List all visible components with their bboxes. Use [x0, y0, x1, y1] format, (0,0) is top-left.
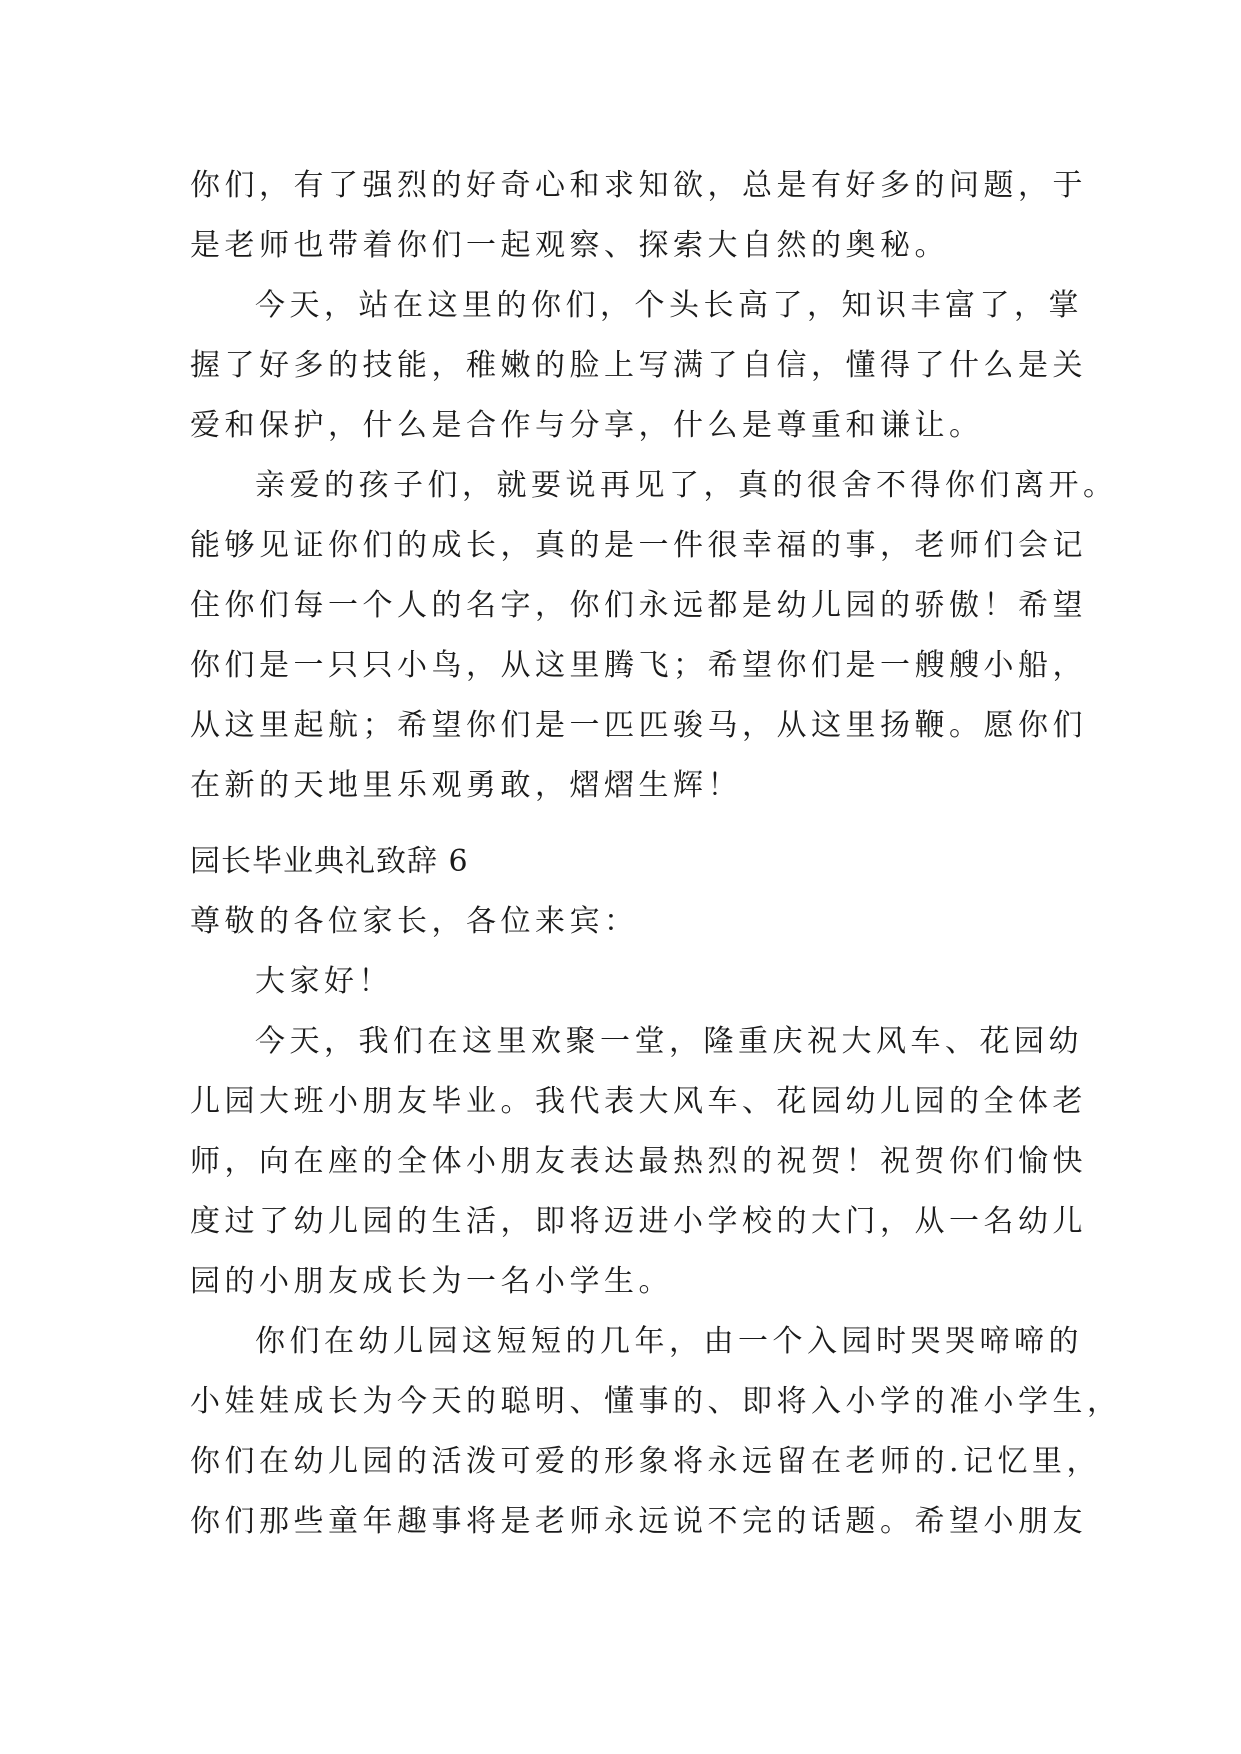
paragraph-line: 儿园大班小朋友毕业。我代表大风车、花园幼儿园的全体老	[190, 1084, 1087, 1119]
paragraph-line: 你们在幼儿园的活泼可爱的形象将永远留在老师的.记忆里，	[190, 1444, 1102, 1479]
salutation-line: 尊敬的各位家长，各位来宾：	[190, 904, 639, 939]
paragraph-line: 是老师也带着你们一起观察、探索大自然的奥秘。	[190, 228, 949, 263]
paragraph-line: 园的小朋友成长为一名小学生。	[190, 1264, 673, 1299]
paragraph-line: 爱和保护，什么是合作与分享，什么是尊重和谦让。	[190, 408, 984, 443]
paragraph-line: 你们那些童年趣事将是老师永远说不完的话题。希望小朋友	[190, 1504, 1087, 1539]
paragraph-line: 今天，站在这里的你们，个头长高了，知识丰富了，掌	[255, 288, 1083, 323]
section-title: 园长毕业典礼致辞 6	[190, 844, 469, 879]
paragraph-line: 亲爱的孩子们，就要说再见了，真的很舍不得你们离开。	[255, 468, 1118, 503]
paragraph-line: 师，向在座的全体小朋友表达最热烈的祝贺！祝贺你们愉快	[190, 1144, 1087, 1179]
speech-section-6	[190, 832, 1122, 1552]
paragraph-line: 你们，有了强烈的好奇心和求知欲，总是有好多的问题，于	[190, 168, 1087, 203]
paragraph-line: 度过了幼儿园的生活，即将迈进小学校的大门，从一名幼儿	[190, 1204, 1087, 1239]
paragraph-line: 在新的天地里乐观勇敢，熠熠生辉！	[190, 768, 742, 803]
greeting-line: 大家好！	[255, 964, 393, 999]
paragraph-line: 能够见证你们的成长，真的是一件很幸福的事，老师们会记	[190, 528, 1087, 563]
paragraph-line: 今天，我们在这里欢聚一堂，隆重庆祝大风车、花园幼	[255, 1024, 1083, 1059]
paragraph-line: 握了好多的技能，稚嫩的脸上写满了自信，懂得了什么是关	[190, 348, 1087, 383]
paragraph-line: 小娃娃成长为今天的聪明、懂事的、即将入小学的准小学生，	[190, 1384, 1122, 1419]
paragraph-line: 你们在幼儿园这短短的几年，由一个入园时哭哭啼啼的	[255, 1324, 1083, 1359]
speech-continuation	[190, 156, 1118, 816]
paragraph-line: 你们是一只只小鸟，从这里腾飞；希望你们是一艘艘小船，	[190, 648, 1087, 683]
paragraph-line: 住你们每一个人的名字，你们永远都是幼儿园的骄傲！希望	[190, 588, 1087, 623]
paragraph-line: 从这里起航；希望你们是一匹匹骏马，从这里扬鞭。愿你们	[190, 708, 1087, 743]
